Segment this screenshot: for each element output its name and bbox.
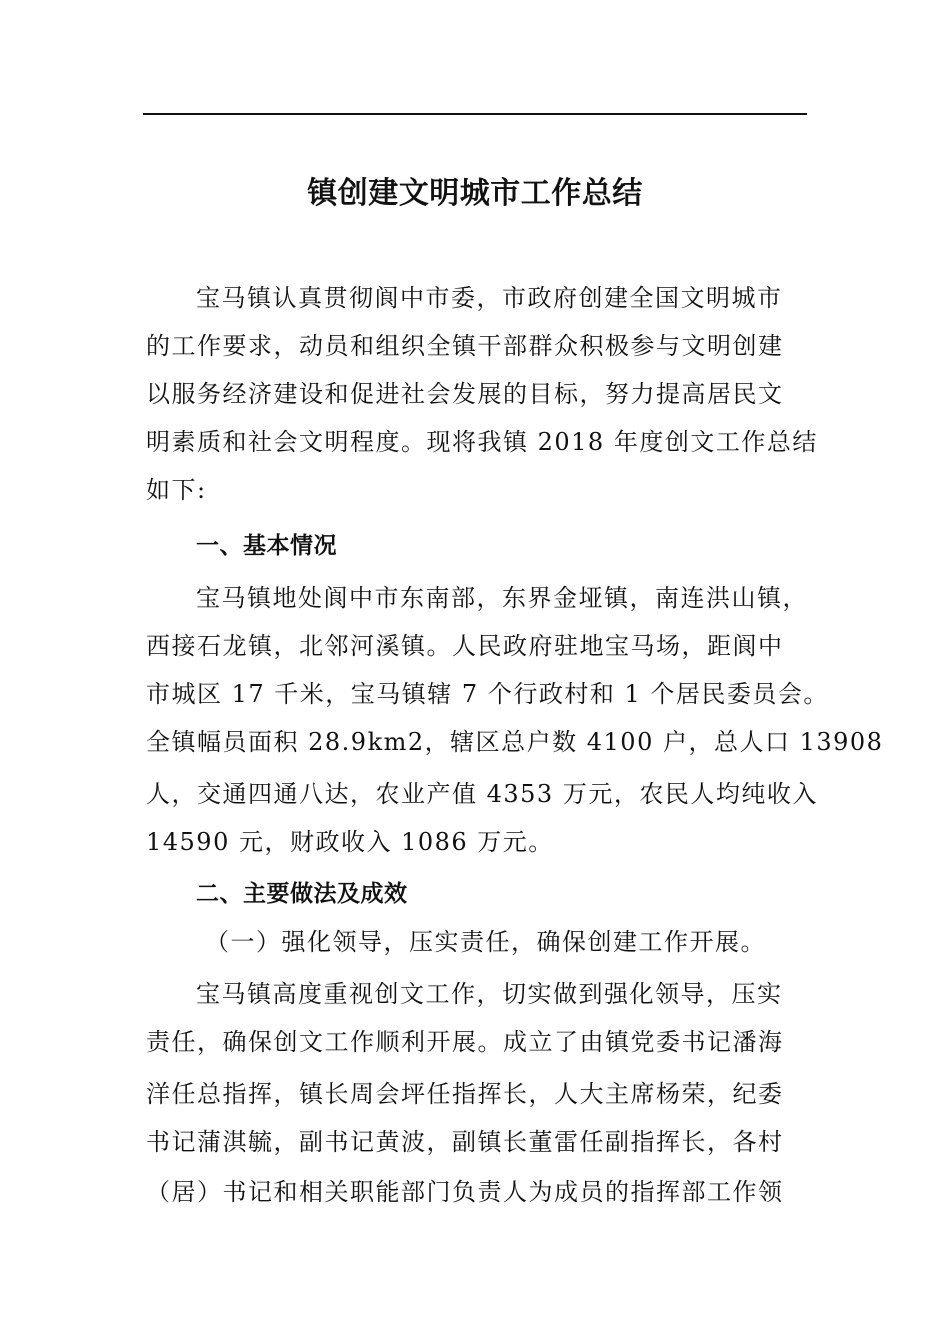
paragraph-line: 明素质和社会文明程度。现将我镇 2018 年度创文工作总结 <box>146 428 818 456</box>
paragraph-line: 书记蒲淇毓，副书记黄波，副镇长董雷任副指挥长，各村 <box>146 1128 784 1156</box>
paragraph-line: 宝马镇地处阆中市东南部，东界金垭镇，南连洪山镇， <box>196 584 808 612</box>
paragraph-line: （居）书记和相关职能部门负责人为成员的指挥部工作领 <box>146 1178 784 1206</box>
paragraph-line: 宝马镇高度重视创文工作，切实做到强化领导，压实 <box>196 980 783 1008</box>
paragraph-line: 全镇幅员面积 28.9km2，辖区总户数 4100 户，总人口 13908 <box>146 728 884 756</box>
paragraph-line: 如下: <box>146 476 207 504</box>
header-rule <box>143 113 807 115</box>
section-heading: 二、主要做法及成效 <box>196 881 408 907</box>
paragraph-line: 的工作要求，动员和组织全镇干部群众积极参与文明创建 <box>146 332 784 360</box>
paragraph-line: 市城区 17 千米，宝马镇辖 7 个行政村和 1 个居民委员会。 <box>146 680 829 708</box>
paragraph-line: 人，交通四通八达，农业产值 4353 万元，农民人均纯收入 <box>146 780 818 808</box>
paragraph-line: 宝马镇认真贯彻阆中市委，市政府创建全国文明城市 <box>196 284 783 312</box>
paragraph-line: 西接石龙镇，北邻河溪镇。人民政府驻地宝马场，距阆中 <box>146 632 784 660</box>
document-title: 镇创建文明城市工作总结 <box>307 176 643 211</box>
subsection-heading: （一）强化领导，压实责任，确保创建工作开展。 <box>205 928 766 956</box>
paragraph-line: 14590 元，财政收入 1086 万元。 <box>146 828 554 856</box>
section-heading: 一、基本情况 <box>196 533 337 559</box>
paragraph-line: 责任，确保创文工作顺利开展。成立了由镇党委书记潘海 <box>146 1028 784 1056</box>
paragraph-line: 以服务经济建设和促进社会发展的目标，努力提高居民文 <box>146 380 784 408</box>
paragraph-line: 洋任总指挥，镇长周会坪任指挥长，人大主席杨荣，纪委 <box>146 1080 784 1108</box>
